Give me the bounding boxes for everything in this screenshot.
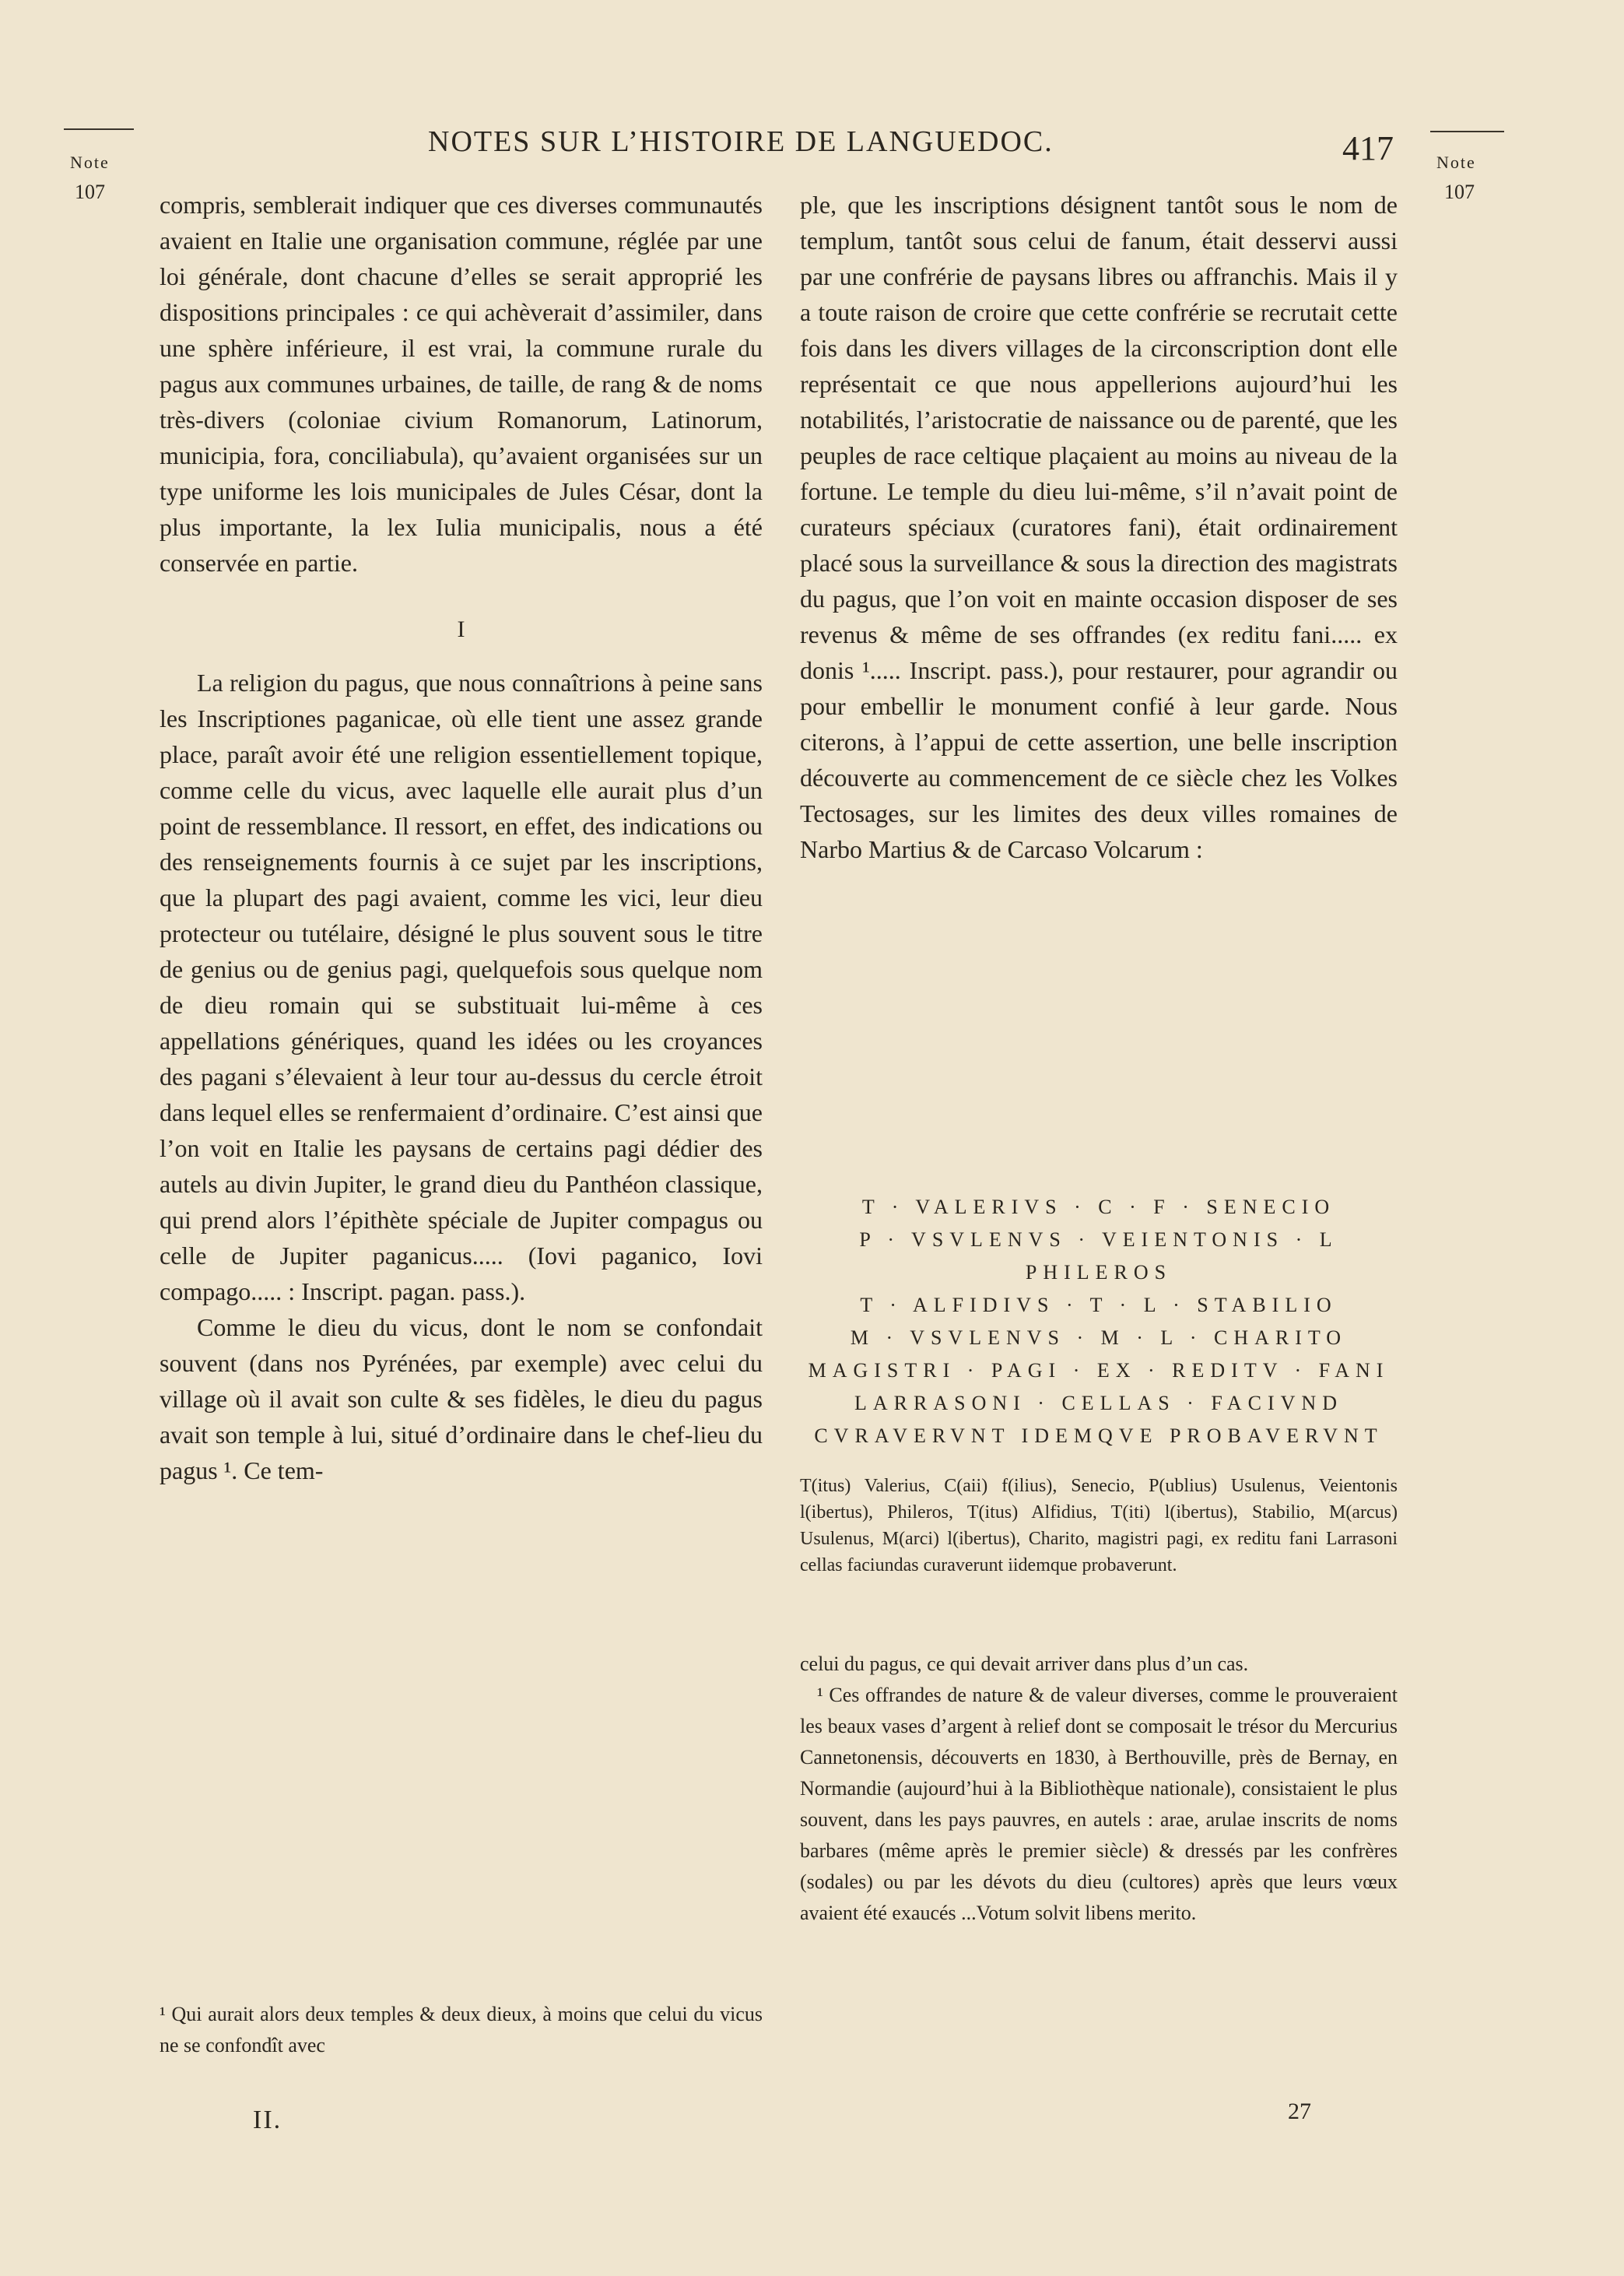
note-label-left: Note [70,153,110,172]
right-footnotes [800,1649,1398,1929]
left-paragraph-2: La religion du pagus, que nous connaîtrions à peine sans les Inscriptiones paganicae, où elle tient une assez grande place, paraît avoir été une religion essentiellement topique, comme celle du vicus, avec laquelle elle aurait plus d’un point de ressemblance. Il ressort, en effet, des indications ou des renseignements fournis à ce sujet par les inscriptions, que la plupart des pagi avaient, comme les vici, leur dieu protecteur ou tutélaire, désigné le plus souvent sous le titre de genius ou de genius pagi, quelquefois sous quelque nom de dieu romain qui se substituait lui-même à ces appellations génériques, quand les idées ou les croyances des pagani s’élevaient à leur tour au-dessus du cercle étroit dans lequel elles se renfermaient d’ordinaire. C’est ainsi que l’on voit en Italie les paysans de certains pagi dédier des autels au divin Jupiter, le grand dieu du Panthéon classique, qui prend alors l’épithète spéciale de Jupiter compagus ou celle de Jupiter paganicus..... (Iovi paganico, Iovi compago..... : Inscript. pagan. pass.). [160,669,763,1305]
inscription-line: MAGISTRI · PAGI · EX · REDITV · FANI [808,1359,1390,1382]
inscription-line: LARRASONI · CELLAS · FACIVND [854,1392,1343,1414]
footnote-offrandes: ¹ Ces offrandes de nature & de valeur diverses, comme le prouveraient les beaux vases d’argent à relief dont se composait le trésor du Mercurius Cannetonensis, découverts en 1830, à Berthouville, près de Bernay, en Normandie (aujourd’hui à la Bibliothèque nationale), consistaient le plus souvent, dans les pays pauvres, en autels : arae, arulae inscrits de noms barbares (même après le premier siècle) & dressés par les confrères (sodales) ou par les dévots du dieu (cultores) après que leurs vœux avaient été exaucés ...Votum solvit libens merito. [800,1684,1398,1924]
note-number-left: 107 [75,181,105,203]
inscription-line: PHILEROS [1025,1261,1173,1284]
running-header-title: NOTES SUR L’HISTOIRE DE LANGUEDOC. [428,125,1054,158]
left-paragraph-3: Comme le dieu du vicus, dont le nom se confondait souvent (dans nos Pyrénées, par exemple) avec celui du village où il avait son culte & ses fidèles, le dieu du pagus avait son temple à lui, situé d’ordinaire dans le chef-lieu du pagus ¹. Ce tem- [160,1313,763,1484]
inscription-line: P · VSVLENVS · VEIENTONIS · L [859,1228,1338,1251]
note-number-right: 107 [1444,181,1475,203]
header-rule-right [1430,131,1504,132]
left-footnote: ¹ Qui aurait alors deux temples & deux dieux, à moins que celui du vicus ne se confondît avec [160,2003,763,2056]
inscription-line: T · ALFIDIVS · T · L · STABILIO [860,1294,1338,1316]
inscription-line: T · VALERIVS · C · F · SENECIO [861,1196,1336,1218]
inscription-line: M · VSVLENVS · M · L · CHARITO [850,1326,1348,1349]
latin-inscription [800,1191,1398,1452]
section-mark: I [457,616,465,642]
note-label-right: Note [1436,153,1476,172]
left-paragraph-1: compris, semblerait indiquer que ces diverses communautés avaient en Italie une organisation commune, réglée par une loi générale, dont chacune d’elles se serait approprié les dispositions principales : ce qui achèverait d’assimiler, dans une sphère inférieure, il est vrai, la commune rurale du pagus aux communes urbaines, de taille, de rang & de noms très-divers (coloniae civium Romanorum, Latinorum, municipia, fora, conciliabula), qu’avaient organisées sur un type uniforme les lois municipales de Jules César, dont la plus importante, la lex Iulia municipalis, nous a été conservée en partie. [160,191,763,577]
inscription-line: CVRAVERVNT IDEMQVE PROBAVERVNT [814,1424,1384,1447]
left-column [160,187,763,1488]
header-rule-left [64,128,134,130]
signature-mark: II. [253,2106,282,2134]
right-paragraph-1: ple, que les inscriptions désignent tantôt sous le nom de templum, tantôt sous celui de fanum, était desservi aussi par une confrérie de paysans libres ou affranchis. Mais il y a toute raison de croire que cette confrérie se recrutait cette fois dans les divers villages de la circonscription dont elle représentait ce que nous appellerions aujourd’hui les notabilités, l’aristocratie de naissance ou de parenté, que les peuples de race celtique plaçaient au moins au niveau de la fortune. Le temple du dieu lui-même, s’il n’avait point de curateurs spéciaux (curatores fani), était ordinairement placé sous la surveillance & sous la direction des magistrats du pagus, que l’on voit en mainte occasion disposer de ses revenus & même de ses offrandes (ex reditu fani..... ex donis ¹..... Inscript. pass.), pour restaurer, pour agrandir ou pour embellir le monument confié à leur garde. Nous citerons, à l’appui de cette assertion, une belle inscription découverte au commencement de ce siècle chez les Volkes Tectosages, sur les limites des deux villes romaines de Narbo Martius & de Carcaso Volcarum : [800,191,1398,863]
inscription-transcription: T(itus) Valerius, C(aii) f(ilius), Senecio, P(ublius) Usulenus, Veientonis l(ibertus), Phileros, T(itus) Alfidius, T(iti) l(ibertus), Stabilio, M(arcus) Usulenus, M(arci) l(ibertus), Charito, magistri pagi, ex reditu fani Larrasoni cellas faciundas curaverunt iidemque probaverunt. [800,1476,1398,1575]
page-number: 417 [1342,129,1394,167]
right-column [800,187,1398,867]
footnote-continuation: celui du pagus, ce qui devait arriver dans plus d’un cas. [800,1653,1249,1675]
sheet-number: 27 [1288,2099,1311,2124]
